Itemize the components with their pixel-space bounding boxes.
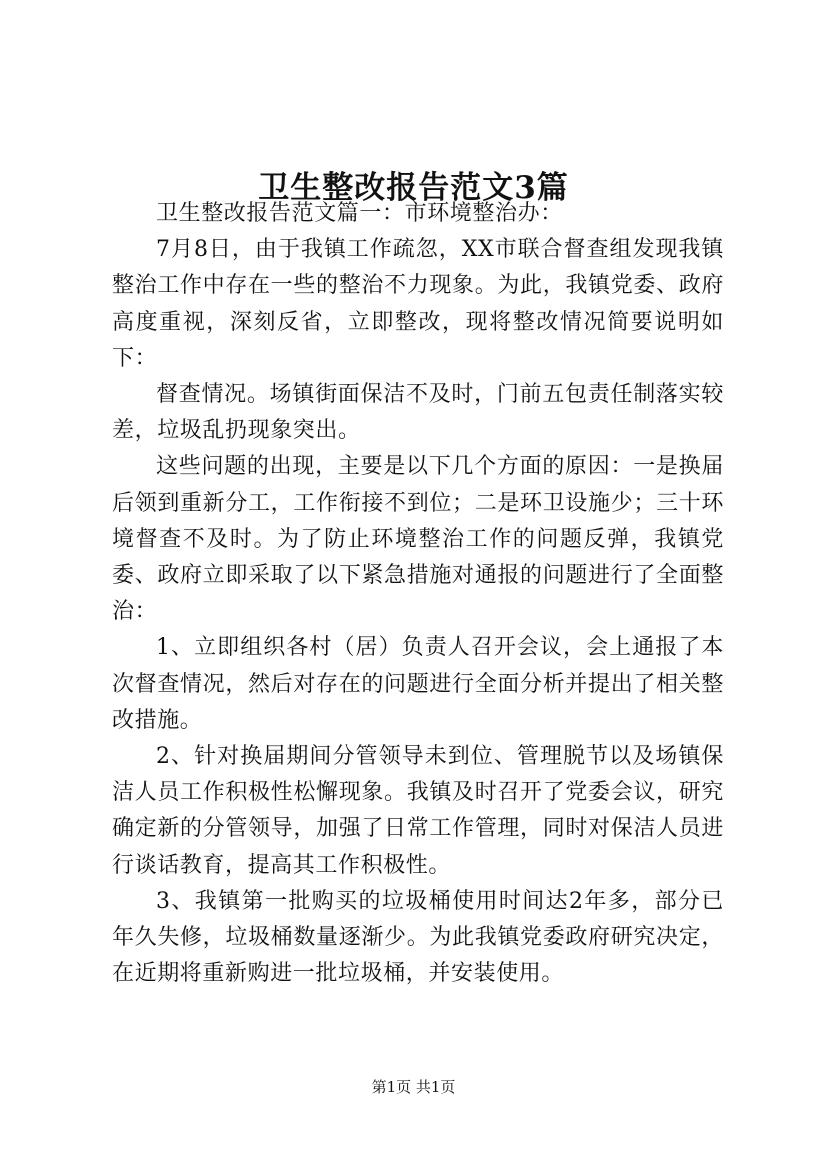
- paragraph-measure-3: 3、我镇第一批购买的垃圾桶使用时间达2年多，部分已年久失修，垃圾桶数量逐渐少。为此我镇党委政府研究决定，在近期将重新购进一批垃圾桶，并安装使用。: [112, 888, 724, 987]
- paragraph-inspection: 督查情况。场镇街面保洁不及时，门前五包责任制落实较差，垃圾乱扔现象突出。: [112, 382, 724, 444]
- paragraph-measure-1: 1、立即组织各村（居）负责人召开会议，会上通报了本次督查情况，然后对存在的问题进行全面分析并提出了相关整改措施。: [112, 635, 724, 733]
- paragraph-salutation: 卫生整改报告范文篇一：市环境整治办：: [156, 201, 563, 226]
- page-number-footer: 第1页 共1页: [371, 1078, 456, 1096]
- paragraph-measure-2: 2、针对换届期间分管领导未到位、管理脱节以及场镇保洁人员工作积极性松懈现象。我镇及时召开了党委会议，研究确定新的分管领导，加强了日常工作管理，同时对保洁人员进行谈话教育，提高其工作积极性。: [112, 744, 724, 878]
- paragraph-incident: 7月8日，由于我镇工作疏忽，XX市联合督查组发现我镇整治工作中存在一些的整治不力现象。为此，我镇党委、政府高度重视，深刻反省，立即整改，现将整改情况简要说明如下：: [112, 237, 724, 371]
- paragraph-causes: 这些问题的出现，主要是以下几个方面的原因：一是换届后领到重新分工，工作衔接不到位；二是环卫设施少；三十环境督查不及时。为了防止环境整治工作的问题反弹，我镇党委、政府立即采取了以下紧急措施对通报的问题进行了全面整治：: [112, 454, 724, 625]
- document-body: [112, 196, 724, 992]
- document-title: 卫生整改报告范文3篇: [258, 169, 569, 206]
